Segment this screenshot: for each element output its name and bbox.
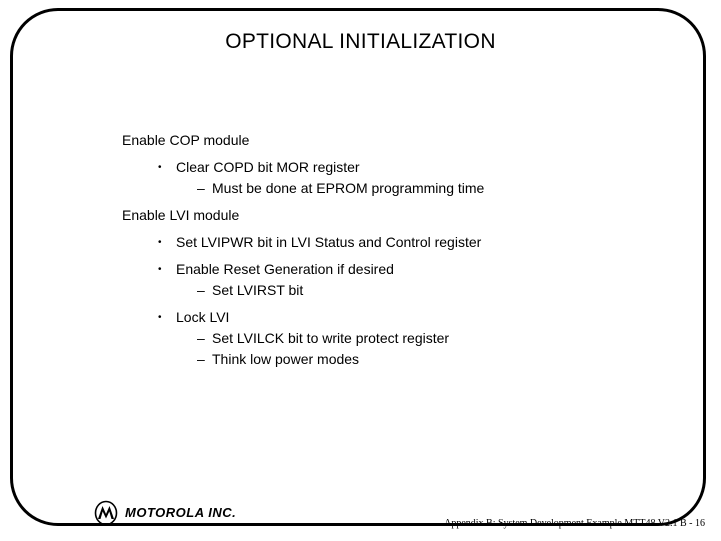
slide-body (122, 130, 484, 370)
dash-marker: – (197, 351, 205, 367)
bullet-text: Enable Reset Generation if desired (176, 261, 394, 277)
dash-marker: – (197, 180, 205, 196)
bullet-item (122, 307, 484, 328)
logo-wordmark: MOTOROLA INC. (125, 505, 237, 520)
section-cop (122, 130, 484, 199)
motorola-logo (93, 500, 253, 526)
bullet-text: Set LVIPWR bit in LVI Status and Control register (176, 234, 482, 250)
section-lvi (122, 205, 484, 370)
section-heading: Enable LVI module (122, 207, 240, 223)
motorola-m-icon (93, 500, 119, 526)
sub-text: Set LVILCK bit to write protect register (212, 330, 450, 346)
sub-item (122, 328, 484, 349)
sub-item (122, 349, 484, 370)
bullet-item (122, 232, 484, 253)
footer-text: Appendix B: System Development Example MTT48 V2.1 B - 16 (444, 518, 705, 529)
sub-item (122, 280, 484, 301)
bullet-marker: • (158, 237, 162, 248)
bullet-item (122, 259, 484, 280)
bullet-text: Clear COPD bit MOR register (176, 159, 360, 175)
slide-title: OPTIONAL INITIALIZATION (225, 30, 496, 53)
section-heading: Enable COP module (122, 132, 250, 148)
sub-text: Must be done at EPROM programming time (212, 180, 485, 196)
sub-text: Think low power modes (212, 351, 360, 367)
bullet-marker: • (158, 162, 162, 173)
sub-item (122, 178, 484, 199)
bullet-marker: • (158, 312, 162, 323)
bullet-item (122, 157, 484, 178)
bullet-text: Lock LVI (176, 309, 230, 325)
sub-text: Set LVIRST bit (212, 282, 304, 298)
dash-marker: – (197, 282, 205, 298)
dash-marker: – (197, 330, 205, 346)
bullet-marker: • (158, 264, 162, 275)
